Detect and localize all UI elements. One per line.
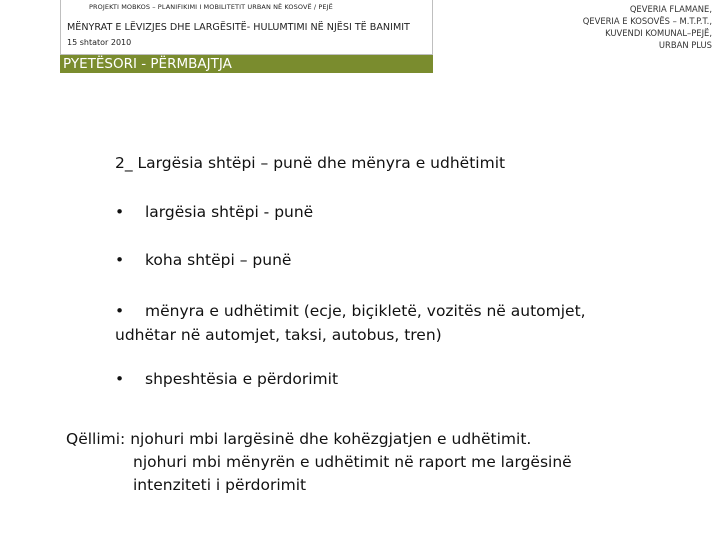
bullet-icon: •: [115, 203, 125, 221]
goal-line: intenziteti i përdorimit: [133, 476, 307, 494]
org-line: URBAN PLUS: [658, 40, 712, 50]
bullet-text: mënyra e udhëtimit (ecje, biçikletë, vozitës në automjet,: [145, 302, 586, 320]
bullet-icon: •: [115, 370, 125, 388]
bullet-text: koha shtëpi – punë: [145, 251, 292, 269]
document-date: 15 shtator 2010: [67, 38, 132, 47]
bullet-item: [115, 370, 338, 388]
goal-paragraph: [66, 428, 572, 497]
bullet-item: [115, 251, 291, 269]
header-box: [60, 0, 433, 55]
section-title-bar: PYETËSORI - PËRMBAJTJA: [60, 55, 433, 73]
org-line: QEVERIA FLAMANE,: [629, 4, 712, 14]
goal-line: njohuri mbi mënyrën e udhëtimit në raport me largësinë: [133, 453, 572, 471]
project-title: PROJEKTI MOBKOS – PLANIFIKIMI I MOBILITETIT URBAN NË KOSOVË / PEJË: [89, 3, 333, 11]
bullet-item: [115, 203, 313, 221]
org-line: QEVERIA E KOSOVËS – M.T.P.T.,: [582, 16, 712, 26]
bullet-icon: •: [115, 251, 125, 269]
bullet-text: largësia shtëpi - punë: [145, 203, 314, 221]
organizations-block: [583, 3, 712, 51]
org-line: KUVENDI KOMUNAL–PEJË,: [605, 28, 712, 38]
bullet-item: [115, 299, 586, 347]
document-subtitle: MËNYRAT E LËVIZJES DHE LARGËSITË- HULUMTIMI NË NJËSI TË BANIMIT: [67, 22, 410, 33]
content-heading: 2_ Largësia shtëpi – punë dhe mënyra e udhëtimit: [115, 154, 506, 172]
bullet-text: shpeshtësia e përdorimit: [145, 370, 339, 388]
goal-line: Qëllimi: njohuri mbi largësinë dhe kohëzgjatjen e udhëtimit.: [66, 430, 532, 448]
bullet-text-continuation: udhëtar në automjet, taksi, autobus, tren): [115, 326, 442, 344]
bullet-icon: •: [115, 302, 125, 320]
